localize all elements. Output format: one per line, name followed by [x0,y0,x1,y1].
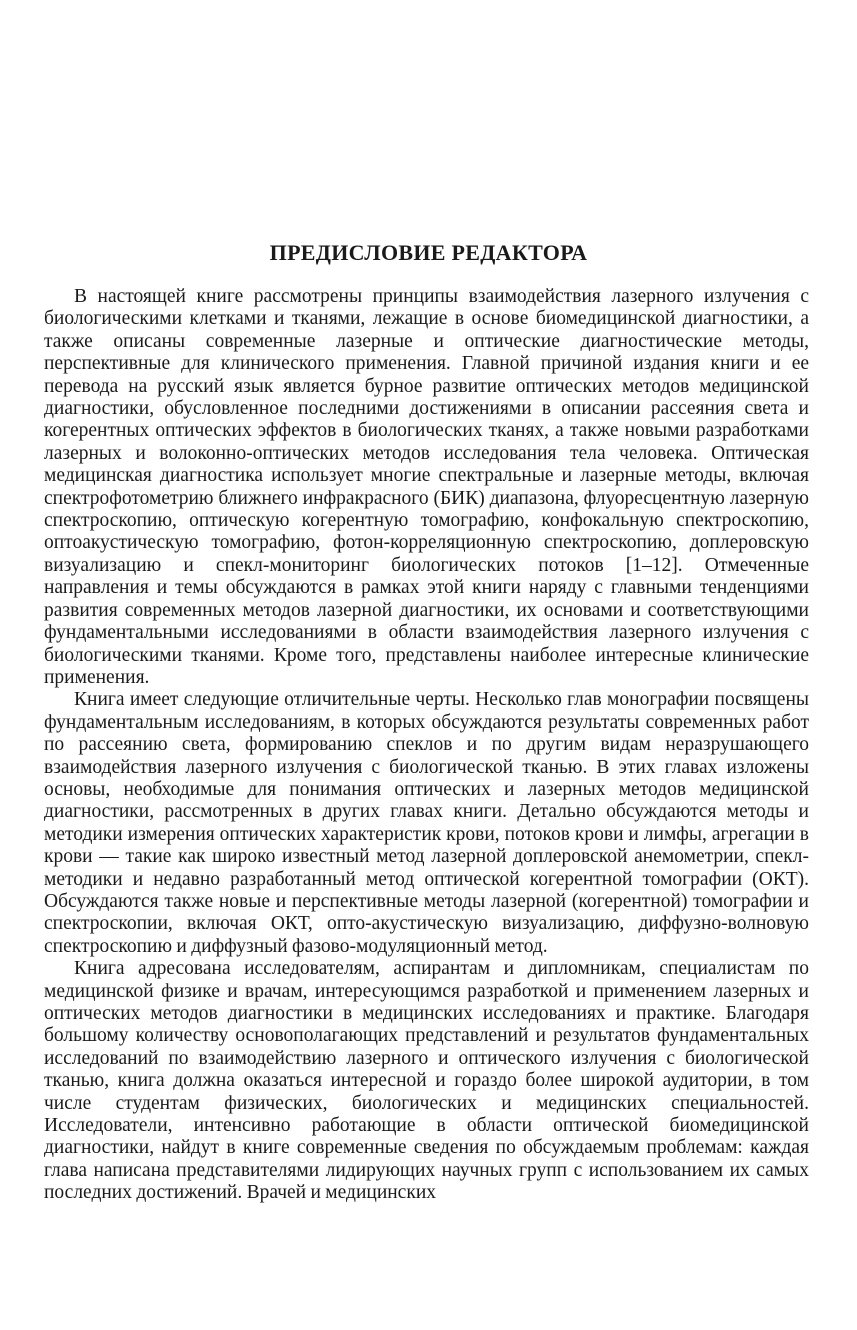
page-title: ПРЕДИСЛОВИЕ РЕДАКТОРА [269,240,588,265]
paragraph-2: Книга имеет следующие отличительные черты. Несколько глав монографии посвящены фундаментальным исследованиям, в которых обсуждаются результаты современных работ по рассеянию света, формированию спеклов и по другим видам неразрушающего взаимодействия лазерного излучения с биологической тканью. В этих главах изложены основы, необходимые для понимания оптических и лазерных методов медицинской диагностики, рассмотренных в других главах книги. Детально обсуждаются методы и методики измерения оптических характеристик крови, потоков крови и лимфы, агрегации в крови — такие как широко известный метод лазерной доплеровской анемометрии, спекл-методики и недавно разработанный метод оптической когерентной томографии (ОКТ). Обсуждаются также новые и перспективные методы лазерной (когерентной) томографии и спектроскопии, включая ОКТ, опто-акустическую визуализацию, диффузно-волновую спектроскопию и диффузный фазово-модуляционный метод. [44,689,809,957]
paragraph-1: В настоящей книге рассмотрены принципы взаимодействия лазерного излучения с биологическими клетками и тканями, лежащие в основе биомедицинской диагностики, а также описаны современные лазерные и оптические диагностические методы, перспективные для клинического применения. Главной причиной издания книги и ее перевода на русский язык является бурное развитие оптических методов медицинской диагностики, обусловленное последними достижениями в описании рассеяния света и когерентных оптических эффектов в биологических тканях, а также новыми разработками лазерных и волоконно-оптических методов исследования тела человека. Оптическая медицинская диагностика использует многие спектральные и лазерные методы, включая спектрофотометрию ближнего инфракрасного (БИК) диапазона, флуоресцентную лазерную спектроскопию, оптическую когерентную томографию, конфокальную спектроскопию, оптоакустическую томографию, фотон-корреляционную спектроскопию, доплеровскую визуализацию и спекл-мониторинг биологических потоков [1–12]. Отмеченные направления и темы обсуждаются в рамках этой книги наряду с главными тенденциями развития современных методов лазерной диагностики, их основами и соответствующими фундаментальными исследованиями в области взаимодействия лазерного излучения с биологическими тканями. Кроме того, представлены наиболее интересные клинические применения. [44,286,809,688]
body-text [44,286,809,1205]
paragraph-3: Книга адресована исследователям, аспирантам и дипломникам, специалистам по медицинской физике и врачам, интересующимся разработкой и применением лазерных и оптических методов диагностики в медицинских исследованиях и практике. Благодаря большому количеству основополагающих представлений и результатов фундаментальных исследований по взаимодействию лазерного и оптического излучения с биологической тканью, книга должна оказаться интересной и гораздо более широкой аудитории, в том числе студентам физических, биологических и медицинских специальностей. Исследователи, интенсивно работающие в области оптической биомедицинской диагностики, найдут в книге современные сведения по обсуждаемым проблемам: каждая глава написана представителями лидирующих научных групп с использованием их самых последних достижений. Врачей и медицинских [44,958,809,1204]
